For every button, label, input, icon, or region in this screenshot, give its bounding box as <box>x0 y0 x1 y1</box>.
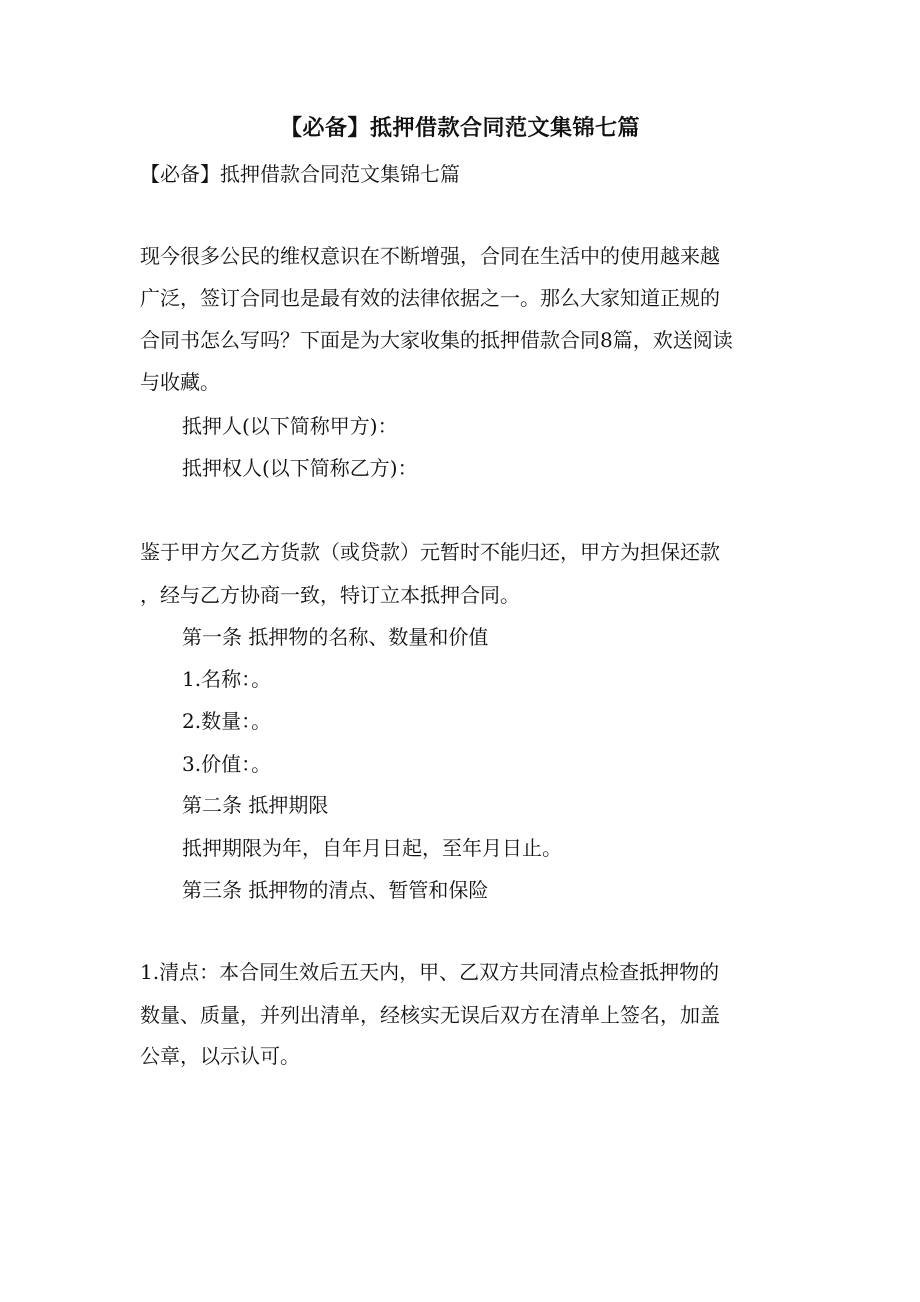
article-1-item: 2.数量：。 <box>182 709 272 733</box>
article-1-heading: 第一条 抵押物的名称、数量和价值 <box>182 625 489 649</box>
intro-line: 广泛，签订合同也是最有效的法律依据之一。那么大家知道正规的 <box>140 286 720 310</box>
intro-line: 与收藏。 <box>140 370 220 394</box>
article-3-heading: 第三条 抵押物的清点、暂管和保险 <box>182 878 489 902</box>
intro-line: 现今很多公民的维权意识在不断增强，合同在生活中的使用越来越 <box>140 244 720 268</box>
party-b-line: 抵押权人(以下简称乙方)： <box>182 456 418 480</box>
preamble-line: 鉴于甲方欠乙方货款（或贷款）元暂时不能归还，甲方为担保还款 <box>140 540 720 564</box>
clause-1-line: 数量、质量，并列出清单，经核实无误后双方在清单上签名，加盖 <box>140 1003 720 1027</box>
party-a-line: 抵押人(以下简称甲方)： <box>182 414 398 438</box>
intro-line: 合同书怎么写吗？下面是为大家收集的抵押借款合同8篇，欢送阅读 <box>140 328 733 352</box>
preamble-line: ，经与乙方协商一致，特订立本抵押合同。 <box>140 583 520 607</box>
document-subtitle: 【必备】抵押借款合同范文集锦七篇 <box>140 162 460 186</box>
clause-1-line: 1.清点：本合同生效后五天内，甲、乙双方共同清点检查抵押物的 <box>140 960 720 984</box>
clause-1-line: 公章，以示认可。 <box>140 1044 300 1068</box>
article-1-item: 3.价值：。 <box>182 752 272 776</box>
document-title: 【必备】抵押借款合同范文集锦七篇 <box>279 115 640 141</box>
article-1-item: 1.名称：。 <box>182 667 272 691</box>
article-2-text: 抵押期限为年，自年月日起，至年月日止。 <box>182 836 562 860</box>
article-2-heading: 第二条 抵押期限 <box>182 793 329 817</box>
